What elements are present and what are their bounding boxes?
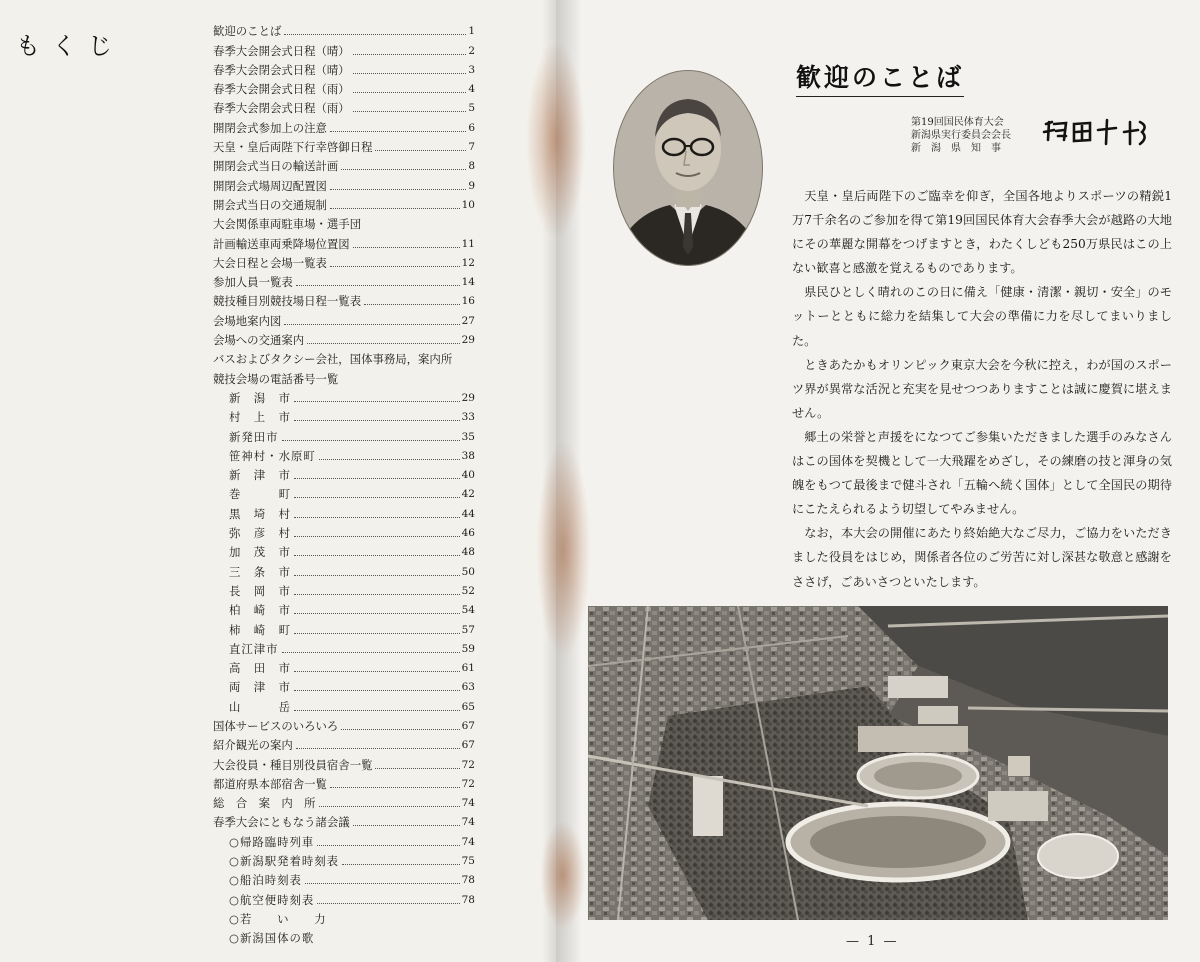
toc-entry-page: 27 xyxy=(461,314,475,327)
dot-leader xyxy=(317,844,459,846)
toc-entry xyxy=(213,871,475,890)
toc-entry xyxy=(213,350,475,369)
toc-entry-page: 72 xyxy=(461,758,475,771)
dot-leader xyxy=(375,149,466,151)
toc-entry xyxy=(213,61,475,80)
toc-entry-label: 長 岡 市 xyxy=(229,583,291,598)
welcome-message xyxy=(792,184,1172,594)
toc-entry-label: ○新潟駅発着時刻表 xyxy=(229,854,340,869)
toc-entry-page: 72 xyxy=(461,777,475,790)
paper-stain xyxy=(536,440,591,660)
dot-leader xyxy=(282,651,460,653)
toc-entry-label: 大会日程と会場一覧表 xyxy=(213,255,327,270)
toc-entry-page: 14 xyxy=(461,276,475,289)
toc-entry-label: 開閉会式場周辺配置図 xyxy=(213,178,327,193)
toc-entry-page: 74 xyxy=(461,816,475,829)
toc-entry-page: 44 xyxy=(461,507,475,520)
credit-line: 新 潟 県 知 事 xyxy=(911,143,1001,154)
toc-entry-label: 柏 崎 市 xyxy=(229,603,291,618)
toc-entry-label: 春季大会開会式日程（雨） xyxy=(213,82,350,97)
toc-entry-page: 78 xyxy=(461,893,475,906)
dot-leader xyxy=(307,342,459,344)
dot-leader xyxy=(294,574,460,576)
governor-portrait xyxy=(613,70,763,266)
toc-entry xyxy=(213,504,475,523)
toc-entry-label: 新発田市 xyxy=(229,429,279,444)
dot-leader xyxy=(319,458,460,460)
toc-entry xyxy=(213,292,475,311)
toc-entry-label: 春季大会にともなう諸会議 xyxy=(213,815,350,830)
toc-entry-label: 新 津 市 xyxy=(229,468,291,483)
toc-entry xyxy=(213,543,475,562)
dot-leader xyxy=(294,670,460,672)
dot-leader xyxy=(294,477,460,479)
toc-entry xyxy=(213,582,475,601)
toc-entry xyxy=(213,80,475,99)
dot-leader xyxy=(305,882,460,884)
dot-leader xyxy=(282,439,460,441)
paragraph: 天皇・皇后両陛下のご臨幸を仰ぎ，全国各地よりスポーツの精鋭1万7千余名のご参加を得て第19回国民体育大会春季大会が越路の大地にその華麗な開幕をつげますとき，わたくしども250万県民はこの上ない歓喜と感激を覚えるものであります。 xyxy=(792,189,1172,276)
toc-entry-page: 65 xyxy=(461,700,475,713)
toc-entry-label: ○航空便時刻表 xyxy=(229,892,315,907)
toc-entry xyxy=(213,929,475,948)
dot-leader xyxy=(317,902,459,904)
toc-entry xyxy=(213,369,475,388)
toc-entry xyxy=(213,389,475,408)
dot-leader xyxy=(296,747,460,749)
paper-stain xyxy=(540,820,586,930)
toc-entry xyxy=(213,466,475,485)
dot-leader xyxy=(455,362,473,363)
toc-entry xyxy=(213,717,475,736)
toc-entry-label: 春季大会開会式日程（晴） xyxy=(213,43,350,58)
toc-entry-label: 開会式当日の交通規制 xyxy=(213,197,327,212)
signature-image xyxy=(1040,114,1150,150)
toc-entry-label: 加 茂 市 xyxy=(229,545,291,560)
toc-entry-page: 75 xyxy=(461,855,475,868)
toc-entry-label: 会場地案内図 xyxy=(213,313,282,328)
aerial-stadium-photo xyxy=(588,606,1168,920)
toc-entry xyxy=(213,447,475,466)
toc-entry-page: 67 xyxy=(461,719,475,732)
toc-entry-label: 笹神村・水原町 xyxy=(229,448,316,463)
toc-entry-page: 2 xyxy=(468,44,475,57)
toc-entry-page: 29 xyxy=(461,334,475,347)
toc-entry-label: 村 上 市 xyxy=(229,410,291,425)
toc-entry xyxy=(213,427,475,446)
toc-entry xyxy=(213,234,475,253)
toc-entry xyxy=(213,775,475,794)
toc-entry-label: 大会関係車両駐車場・選手団 xyxy=(213,217,362,232)
toc-entry-label: ○帰路臨時列車 xyxy=(229,834,315,849)
toc-entry-page: 52 xyxy=(461,584,475,597)
toc-entry-page: 4 xyxy=(468,83,475,96)
dot-leader xyxy=(330,130,466,132)
toc-entry-label: ○若 い 力 xyxy=(229,911,327,926)
toc-entry-label: 三 条 市 xyxy=(229,564,291,579)
toc-entry-page: 74 xyxy=(461,835,475,848)
toc-entry-page: 42 xyxy=(461,488,475,501)
credit-line: 第19回国民体育大会 xyxy=(911,117,1004,128)
dot-leader xyxy=(317,941,473,942)
dot-leader xyxy=(294,419,460,421)
toc-entry-label: 両 津 市 xyxy=(229,680,291,695)
handwritten-signature xyxy=(1040,114,1150,150)
toc-entry-page: 63 xyxy=(461,681,475,694)
toc-entry-label: 都道府県本部宿舎一覧 xyxy=(213,776,327,791)
toc-entry xyxy=(213,755,475,774)
toc-entry xyxy=(213,736,475,755)
toc-entry xyxy=(213,157,475,176)
dot-leader xyxy=(294,535,460,537)
toc-entry-label: 開閉会式当日の輸送計画 xyxy=(213,159,339,174)
dot-leader xyxy=(294,689,460,691)
contents-heading: もくじ xyxy=(16,32,124,60)
dot-leader xyxy=(330,265,460,267)
page-number: — 1 — xyxy=(846,934,899,949)
paragraph: 県民ひとしく晴れのこの日に備え「健康・清潔・親切・安全」のモットーとともに総力を結集して大会の準備に力を尽してまいりました。 xyxy=(792,285,1172,348)
dot-leader xyxy=(353,246,460,248)
toc-entry-page: 48 xyxy=(461,546,475,559)
dot-leader xyxy=(294,709,460,711)
paper-stain xyxy=(526,40,586,240)
toc-entry xyxy=(213,311,475,330)
toc-entry-page: 12 xyxy=(461,256,475,269)
dot-leader xyxy=(375,767,459,769)
toc-entry xyxy=(213,562,475,581)
toc-entry xyxy=(213,678,475,697)
toc-entry xyxy=(213,852,475,871)
dot-leader xyxy=(330,207,460,209)
toc-entry xyxy=(213,176,475,195)
dot-leader xyxy=(294,632,460,634)
toc-entry-label: 歓迎のことば xyxy=(213,24,282,39)
aerial-photo-image xyxy=(588,606,1168,920)
toc-entry-page: 3 xyxy=(468,63,475,76)
dot-leader xyxy=(294,554,460,556)
toc-entry-page: 46 xyxy=(461,527,475,540)
dot-leader xyxy=(284,323,459,325)
bleed-through-text xyxy=(676,34,702,65)
toc-entry-label: 参加人員一覧表 xyxy=(213,275,293,290)
toc-entry xyxy=(213,524,475,543)
toc-entry xyxy=(213,601,475,620)
toc-entry xyxy=(213,408,475,427)
portrait-photo xyxy=(614,71,762,265)
toc-entry-page: 6 xyxy=(468,121,475,134)
toc-entry xyxy=(213,620,475,639)
dot-leader xyxy=(341,168,466,170)
toc-entry-label: 高 田 市 xyxy=(229,661,291,676)
toc-entry-label: 天皇・皇后両陛下行幸啓御日程 xyxy=(213,140,373,155)
toc-entry-label: 山 岳 xyxy=(229,699,291,714)
toc-entry-label: 紹介観光の案内 xyxy=(213,738,293,753)
toc-entry-page: 54 xyxy=(461,604,475,617)
toc-entry-label: 大会役員・種目別役員宿舎一覧 xyxy=(213,757,373,772)
paragraph: 郷土の栄誉と声援をになつてご参集いただきました選手のみなさんはこの国体を契機として一大飛躍をめざし，その練磨の技と渾身の気魄をもつて最後まで健斗され「五輪へ続く国体」として全国民の期待にこたえられるよう切望してやみません。 xyxy=(792,429,1172,517)
toc-entry xyxy=(213,118,475,137)
dot-leader xyxy=(342,863,460,865)
dot-leader xyxy=(330,922,473,923)
toc-entry-label: 開閉会式参加上の注意 xyxy=(213,120,327,135)
toc-entry-page: 61 xyxy=(461,662,475,675)
welcome-page xyxy=(556,0,1200,962)
dot-leader xyxy=(284,33,466,35)
toc-entry-label: 競技種目別競技場日程一覧表 xyxy=(213,294,362,309)
toc-entry-label: バスおよびタクシー会社，国体事務局，案内所 xyxy=(213,352,453,367)
toc-entry xyxy=(213,215,475,234)
toc-entry-page: 1 xyxy=(468,25,475,38)
dot-leader xyxy=(294,400,460,402)
author-credit xyxy=(911,116,1011,155)
toc-entry-page: 40 xyxy=(461,469,475,482)
toc-entry xyxy=(213,196,475,215)
toc-entry-label: 会場への交通案内 xyxy=(213,333,305,348)
toc-entry xyxy=(213,41,475,60)
toc-entry xyxy=(213,22,475,41)
dot-leader xyxy=(353,110,467,112)
toc-entry-page: 38 xyxy=(461,449,475,462)
toc-entry-label: 弥 彦 村 xyxy=(229,526,291,541)
toc-entry-label: 春季大会閉会式日程（雨） xyxy=(213,101,350,116)
toc-entry-page: 9 xyxy=(468,179,475,192)
toc-entry-page: 10 xyxy=(461,198,475,211)
dot-leader xyxy=(296,284,460,286)
toc-entry-page: 16 xyxy=(461,295,475,308)
toc-entry-label: 総 合 案 内 所 xyxy=(213,796,316,811)
toc-entry-label: 柿 崎 町 xyxy=(229,622,291,637)
dot-leader xyxy=(353,824,460,826)
toc-entry-label: 計画輸送車両乗降場位置図 xyxy=(213,236,350,251)
toc-entry-label: 春季大会閉会式日程（晴） xyxy=(213,62,350,77)
dot-leader xyxy=(364,303,460,305)
toc-entry-label: ○新潟国体の歌 xyxy=(229,931,315,946)
toc-entry xyxy=(213,697,475,716)
toc-entry-page: 74 xyxy=(461,797,475,810)
toc-entry-page: 29 xyxy=(461,391,475,404)
toc-entry-page: 57 xyxy=(461,623,475,636)
toc-entry xyxy=(213,832,475,851)
toc-entry-page: 5 xyxy=(468,102,475,115)
toc-entry-page: 8 xyxy=(468,160,475,173)
dot-leader xyxy=(319,805,460,807)
toc-entry xyxy=(213,254,475,273)
toc-entry-page: 50 xyxy=(461,565,475,578)
toc-entry xyxy=(213,99,475,118)
dot-leader xyxy=(353,72,467,74)
toc-entry xyxy=(213,138,475,157)
toc-entry-page: 35 xyxy=(461,430,475,443)
toc-entry-label: 国体サービスのいろいろ xyxy=(213,718,339,733)
dot-leader xyxy=(294,612,460,614)
toc-entry xyxy=(213,910,475,929)
toc-entry-label: 黒 埼 村 xyxy=(229,506,291,521)
toc-entry-page: 78 xyxy=(461,874,475,887)
toc-entry-page: 11 xyxy=(461,237,475,250)
dot-leader xyxy=(341,382,473,383)
paragraph: なお，本大会の開催にあたり終始絶大なご尽力，ご協力をいただきました役員をはじめ，関係者各位のご労苦に対し深甚な敬意と感謝をささげ，ごあいさつといたします。 xyxy=(792,526,1172,589)
dot-leader xyxy=(341,728,459,730)
toc-entry-page: 59 xyxy=(461,642,475,655)
dot-leader xyxy=(364,227,473,228)
dot-leader xyxy=(330,786,460,788)
toc-entry-label: 競技会場の電話番号一覧 xyxy=(213,371,339,386)
toc-entry xyxy=(213,640,475,659)
dot-leader xyxy=(353,53,467,55)
toc-entry-page: 67 xyxy=(461,739,475,752)
toc-entry xyxy=(213,813,475,832)
toc-entry-page: 33 xyxy=(461,411,475,424)
toc-entry xyxy=(213,794,475,813)
toc-entry-label: 新 潟 市 xyxy=(229,390,291,405)
toc-entry-page: 7 xyxy=(468,141,475,154)
credit-line: 新潟県実行委員会会長 xyxy=(911,130,1011,141)
dot-leader xyxy=(353,91,467,93)
toc-entry-label: 巻 町 xyxy=(229,487,291,502)
toc-entry-label: 直江津市 xyxy=(229,641,279,656)
dot-leader xyxy=(294,496,460,498)
paragraph: ときあたかもオリンピック東京大会を今秋に控え，わが国のスポーツ界が異常な活況と充実を見せつつありますことは誠に慶賀に堪えません。 xyxy=(792,357,1172,420)
toc-entry xyxy=(213,331,475,350)
toc-entry xyxy=(213,273,475,292)
contents-page xyxy=(0,0,556,962)
toc-entry xyxy=(213,890,475,909)
page-title: 歓迎のことば xyxy=(796,58,964,97)
dot-leader xyxy=(294,516,460,518)
dot-leader xyxy=(294,593,460,595)
toc-entry xyxy=(213,485,475,504)
table-of-contents xyxy=(213,22,475,948)
toc-entry xyxy=(213,659,475,678)
dot-leader xyxy=(330,188,466,190)
toc-entry-label: ○船泊時刻表 xyxy=(229,873,302,888)
